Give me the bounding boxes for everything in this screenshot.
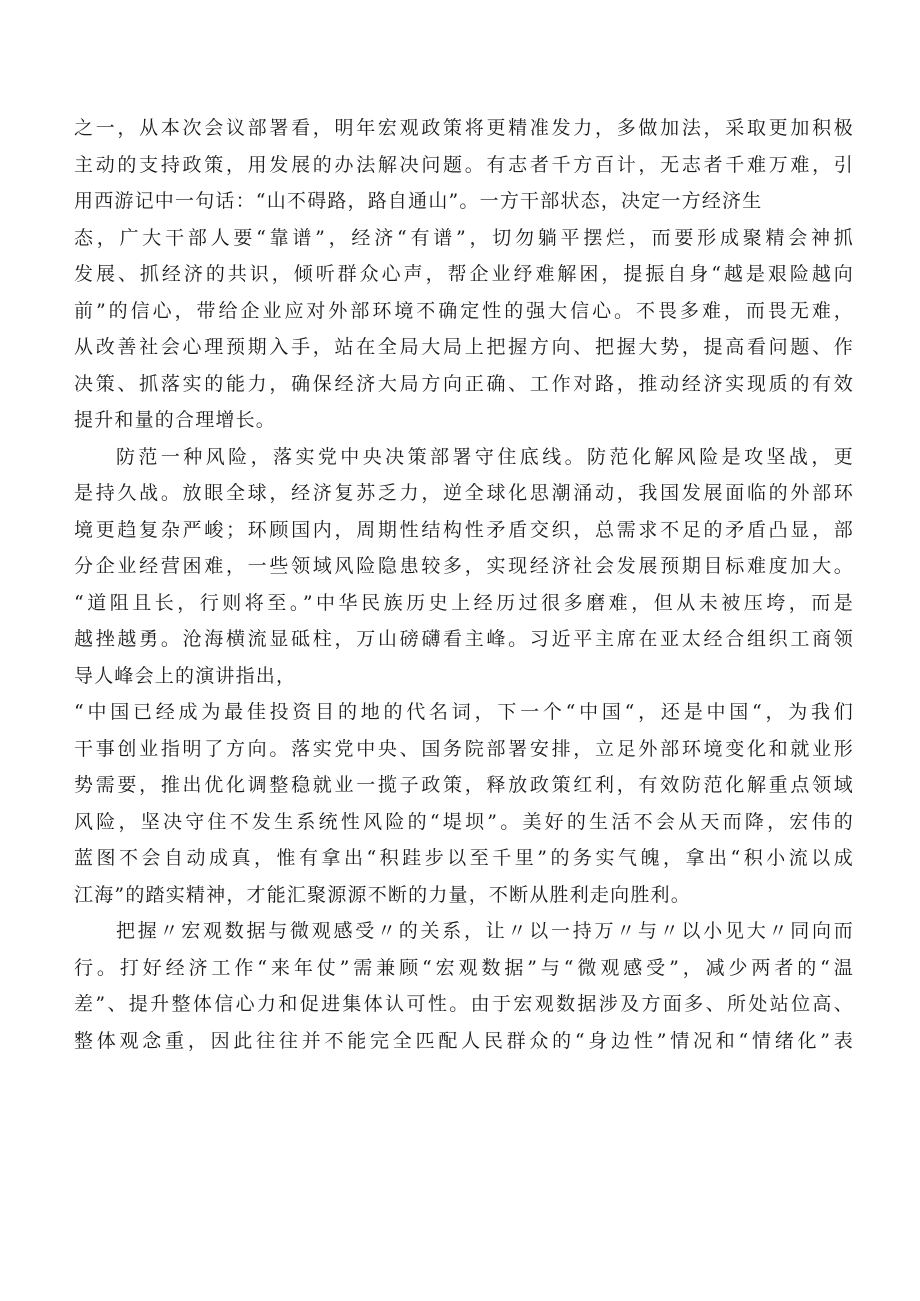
- text-line: 从改善社会心理预期入手，站在全局大局上把握方向、把握大势，提高看问题、作: [74, 336, 854, 358]
- paragraph-2: [74, 439, 854, 914]
- paragraph-1: [74, 110, 854, 439]
- text-line: 用西游记中一句话：“山不碍路，路自通山”。一方干部状态，决定一方经济生: [74, 190, 763, 212]
- text-line: 把握〃宏观数据与微观感受〃的关系，让〃以一持万〃与〃以小见大〃同向而: [116, 920, 854, 942]
- text-line: “道阻且长，行则将至。”中华民族历史上经历过很多磨难，但从未被压垮，而是: [74, 591, 854, 614]
- document-body: [74, 110, 854, 1059]
- text-line: 蓝图不会自动成真，惟有拿出“积跬步以至千里”的务实气魄，拿出“积小流以成: [74, 847, 854, 869]
- text-line: “中国已经成为最佳投资目的地的代名词，下一个“中国“，还是中国“，为我们: [74, 701, 854, 723]
- text-line: 整体观念重，因此往往并不能完全匹配人民群众的“身边性”情况和“情绪化”表: [74, 1029, 854, 1052]
- text-line: 是持久战。放眼全球，经济复苏乏力，逆全球化思潮涌动，我国发展面临的外部环: [74, 482, 854, 504]
- text-line: 行。打好经济工作“来年仗”需兼顾“宏观数据”与“微观感受”，减少两者的“温: [74, 956, 854, 979]
- text-line: 前”的信心，带给企业应对外部环境不确定性的强大信心。不畏多难，而畏无难，: [74, 299, 854, 322]
- text-line: 境更趋复杂严峻；环顾国内，周期性结构性矛盾交织，总需求不足的矛盾凸显，部: [74, 518, 854, 541]
- paragraph-3: [74, 913, 854, 1059]
- text-line: 分企业经营困难，一些领域风险隐患较多，实现经济社会发展预期目标难度加大。: [74, 555, 854, 577]
- text-line: 态，广大干部人要“靠谱”，经济“有谱”，切勿躺平摆烂，而要形成聚精会神抓: [74, 226, 854, 249]
- text-line: 提升和量的合理增长。: [74, 409, 277, 431]
- text-line: 越挫越勇。沧海横流显砥柱，万山磅礴看主峰。习近平主席在亚太经合组织工商领: [74, 628, 854, 650]
- text-line: 决策、抓落实的能力，确保经济大局方向正确、工作对路，推动经济实现质的有效: [74, 372, 854, 395]
- text-line: 之一，从本次会议部署看，明年宏观政策将更精准发力，多做加法，采取更加积极: [74, 117, 854, 139]
- text-line: 干事创业指明了方向。落实党中央、国务院部署安排，立足外部环境变化和就业形: [74, 737, 854, 760]
- text-line: 发展、抓经济的共识，倾听群众心声，帮企业纾难解困，提振自身“越是艰险越向: [74, 263, 854, 285]
- text-line: 风险，坚决守住不发生系统性风险的“堤坝”。美好的生活不会从天而降，宏伟的: [74, 810, 854, 833]
- text-line: 防范一种风险，落实党中央决策部署守住底线。防范化解风险是攻坚战，更: [116, 445, 854, 468]
- text-line: 势需要，推出优化调整稳就业一揽子政策，释放政策红利，有效防范化解重点领域: [74, 774, 854, 796]
- text-line: 主动的支持政策，用发展的办法解决问题。有志者千方百计，无志者千难万难，引: [74, 153, 854, 176]
- text-line: 江海”的踏实精神，才能汇聚源源不断的力量，不断从胜利走向胜利。: [74, 883, 691, 906]
- text-line: 导人峰会上的演讲指出，: [74, 664, 297, 687]
- text-line: 差”、提升整体信心力和促进集体认可性。由于宏观数据涉及方面多、所处站位高、: [74, 993, 854, 1015]
